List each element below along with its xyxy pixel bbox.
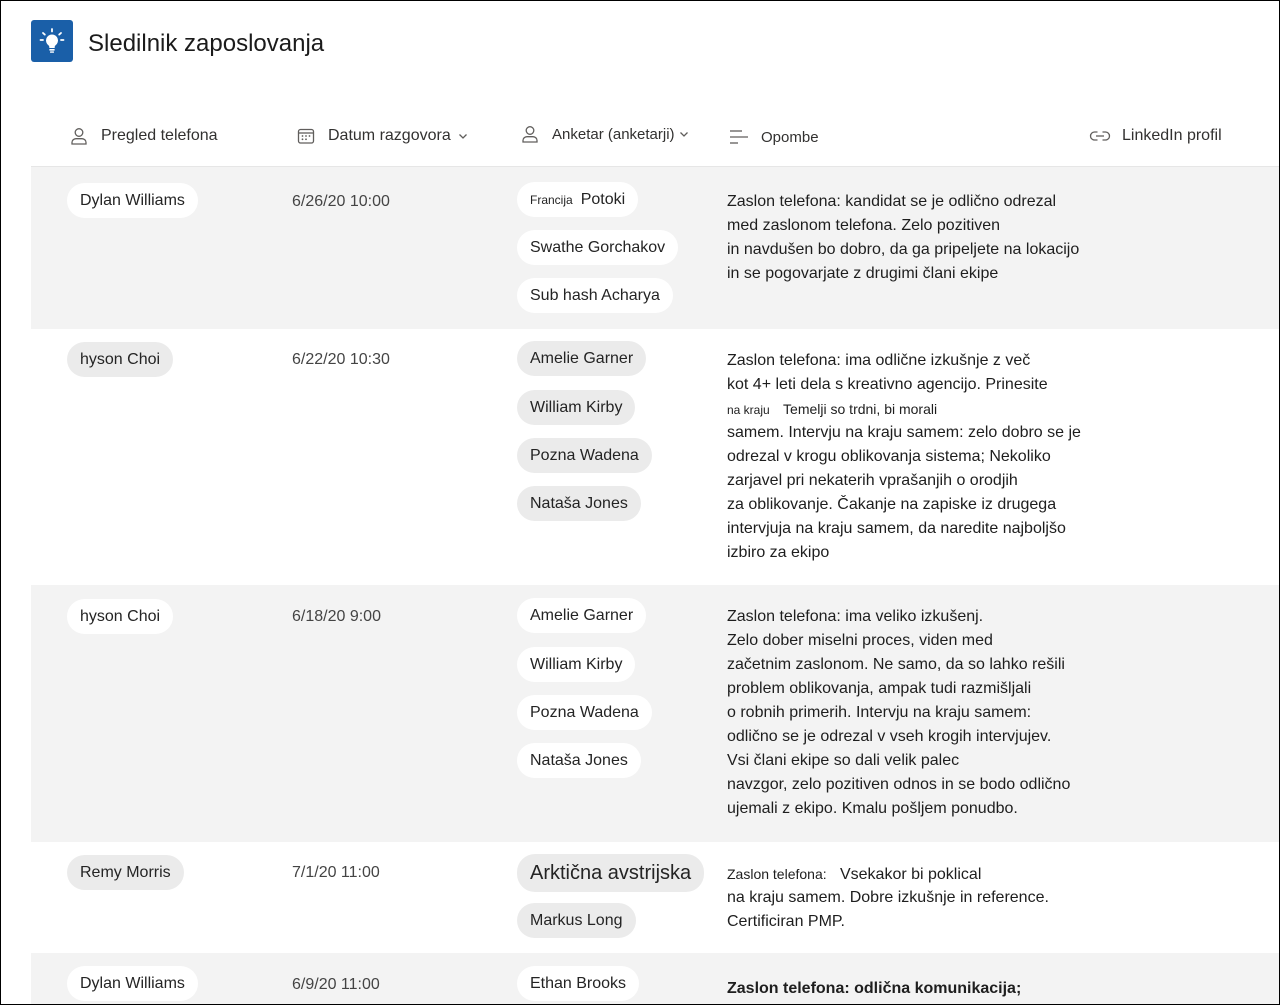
interviewer-pill[interactable]: Pozna Wadena <box>517 695 652 730</box>
notes-cell[interactable]: Zaslon telefona: kandidat se je odlično odrezal med zaslonom telefona. Zelo pozitiven in navdušen bo dobro, da ga pripeljete na lokacijo in se pogovarjate z drugimi člani ekipe <box>727 193 1080 282</box>
column-label: Datum razgovora <box>328 127 451 144</box>
notes-cell[interactable]: Zaslon telefona: ima odlične izkušnje z več kot 4+ leti dela s kreativno agencijo. Prinesite na kraju Temelji so trdni, bi morali samem. Intervju na kraju samem: zelo dobro se je odrezal v krogu oblikovanja sistema; Nekoliko zarjavel pri nekaterih vprašanjih o orodjih za oblikovanje. Čakanje na zapiske iz drugega intervjuja na kraju samem, da naredite najboljšo izbiro za ekipo <box>727 352 1081 561</box>
column-header-notes[interactable] <box>727 125 819 149</box>
column-header-linkedin[interactable] <box>1088 124 1222 148</box>
column-label: Pregled telefona <box>101 127 218 144</box>
candidate-pill[interactable]: hyson Choi <box>67 599 173 634</box>
page-title: Sledilnik zaposlovanja <box>88 30 325 57</box>
interview-date: 6/26/20 10:00 <box>292 193 390 210</box>
link-icon <box>1088 124 1112 148</box>
column-header-interviewers[interactable] <box>518 122 690 146</box>
interview-date: 6/9/20 11:00 <box>292 976 380 993</box>
table-row[interactable] <box>31 167 1280 329</box>
person-icon <box>518 122 542 146</box>
column-label: LinkedIn profil <box>1122 127 1222 144</box>
notes-cell[interactable]: Zaslon telefona: ima veliko izkušenj. Zelo dober miselni proces, viden med začetnim zaslonom. Ne samo, da so lahko rešili problem oblikovanja, ampak tudi razmišljali o robnih primerih. Intervju na kraju samem: odlično se je odrezal v vseh krogih intervjujev. Vsi člani ekipe so dali velik palec navzgor, zelo pozitiven odnos in se bodo odlično ujemali z ekipo. Kmalu pošljem ponudbo. <box>727 608 1071 817</box>
lightbulb-icon[interactable] <box>31 20 73 62</box>
data-grid <box>31 100 1280 1005</box>
candidate-pill[interactable]: Remy Morris <box>67 855 184 890</box>
chevron-down-icon[interactable] <box>678 128 690 140</box>
interviewer-pill[interactable]: Amelie Garner <box>517 341 646 376</box>
chevron-down-icon[interactable] <box>457 130 469 142</box>
interview-date: 6/18/20 9:00 <box>292 608 381 625</box>
interview-date: 7/1/20 11:00 <box>292 864 380 881</box>
column-header-row <box>31 100 1280 167</box>
interviewer-pill[interactable]: Ethan Brooks <box>517 966 639 1001</box>
interviewer-pill[interactable]: Nataša Jones <box>517 743 641 778</box>
person-icon <box>67 124 91 148</box>
column-header-phone-screen[interactable] <box>67 124 218 148</box>
column-label: Opombe <box>761 128 819 146</box>
table-row[interactable] <box>31 585 1280 842</box>
table-row[interactable] <box>31 329 1280 585</box>
candidate-pill[interactable]: Dylan Williams <box>67 966 198 1001</box>
interviewer-pill[interactable]: Swathe Gorchakov <box>517 230 678 265</box>
column-header-interview-date[interactable] <box>294 124 469 148</box>
interviewer-pill[interactable]: Amelie Garner <box>517 598 646 633</box>
table-row[interactable] <box>31 842 1280 953</box>
notes-cell[interactable]: Zaslon telefona: Vsekakor bi poklical na kraju samem. Dobre izkušnje in reference. Certificiran PMP. <box>727 866 1049 930</box>
interviewer-pill[interactable]: Sub hash Acharya <box>517 278 673 313</box>
notes-cell[interactable]: Zaslon telefona: odlična komunikacija; <box>727 980 1022 997</box>
interview-date: 6/22/20 10:30 <box>292 351 390 368</box>
interviewer-pill[interactable]: Pozna Wadena <box>517 438 652 473</box>
interviewer-pill[interactable]: Arktična avstrijska <box>517 854 704 892</box>
interviewer-pill[interactable]: William Kirby <box>517 647 635 682</box>
candidate-pill[interactable]: Dylan Williams <box>67 183 198 218</box>
text-lines-icon <box>727 125 751 149</box>
interviewer-pill[interactable]: Nataša Jones <box>517 486 641 521</box>
app-header <box>0 0 1280 100</box>
interviewer-pill[interactable]: William Kirby <box>517 390 635 425</box>
candidate-pill[interactable]: hyson Choi <box>67 342 173 377</box>
interviewer-pill[interactable]: Markus Long <box>517 903 636 938</box>
interviewer-pill[interactable]: Francija Potoki <box>517 182 638 217</box>
table-row[interactable] <box>31 953 1280 1005</box>
column-label: Anketar (anketarji) <box>552 125 675 143</box>
calendar-icon <box>294 124 318 148</box>
